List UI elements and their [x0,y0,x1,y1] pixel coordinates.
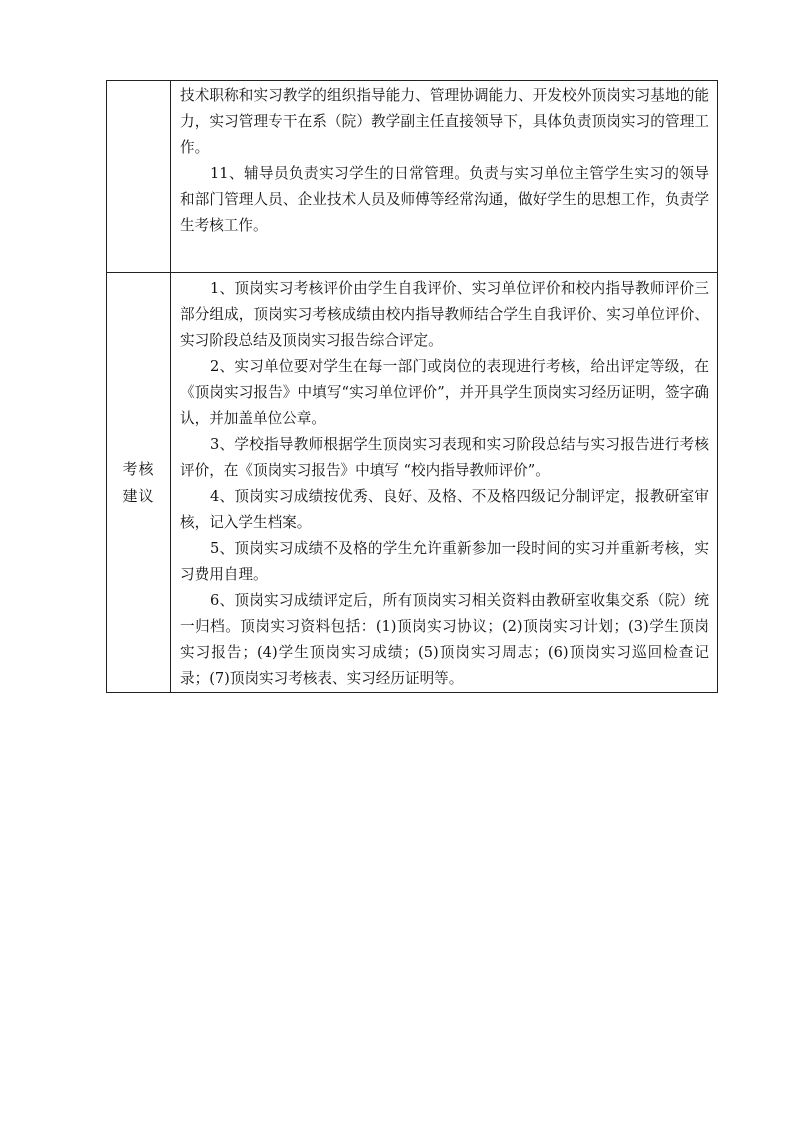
paragraph-item-6: 6、顶岗实习成绩评定后，所有顶岗实习相关资料由教研室收集交系（院）统一归档。顶岗实习资料包括：(1)顶岗实习协议；(2)顶岗实习计划；(3)学生顶岗实习报告；(4)学生顶岗实习成绩；(5)顶岗实习周志；(6)顶岗实习巡回检查记录；(7)顶岗实习考核表、实习经历证明等。 [180,592,709,687]
paragraph-item-1: 1、顶岗实习考核评价由学生自我评价、实习单位评价和校内指导教师评价三部分组成，顶岗实习考核成绩由校内指导教师结合学生自我评价、实习单位评价、实习阶段总结及顶岗实习报告综合评定。 [180,280,709,349]
paragraph-item-3: 3、学校指导教师根据学生顶岗实习表现和实习阶段总结与实习报告进行考核评价，在《顶岗实习报告》中填写 “校内指导教师评价”。 [180,436,709,479]
row-content-cell-management [171,81,718,273]
paragraph-item-4: 4、顶岗实习成绩按优秀、良好、及格、不及格四级记分制评定，报教研室审核，记入学生档案。 [180,488,709,531]
table-row-assessment [107,273,718,693]
label-line-2: 建议 [122,486,155,505]
row-label-assessment [107,273,171,693]
table-row-management [107,81,718,273]
document-table [106,80,718,693]
row-content-cell-assessment [171,273,718,693]
paragraph-item-2: 2、实习单位要对学生在每一部门或岗位的表现进行考核，给出评定等级，在《顶岗实习报告》中填写“实习单位评价”，并开具学生顶岗实习经历证明，签字确认，并加盖单位公章。 [180,358,709,427]
paragraph-item-11: 11、辅导员负责实习学生的日常管理。负责与实习单位主管学生实习的领导和部门管理人员、企业技术人员及师傅等经常沟通，做好学生的思想工作，负责学生考核工作。 [180,165,709,234]
paragraph-continuation: 技术职称和实习教学的组织指导能力、管理协调能力、开发校外顶岗实习基地的能力，实习管理专干在系（院）教学副主任直接领导下，具体负责顶岗实习的管理工作。 [180,87,709,156]
label-line-1: 考核 [122,459,155,478]
paragraph-item-5: 5、顶岗实习成绩不及格的学生允许重新参加一段时间的实习并重新考核，实习费用自理。 [180,540,709,583]
row-label-cell-empty [107,81,171,273]
